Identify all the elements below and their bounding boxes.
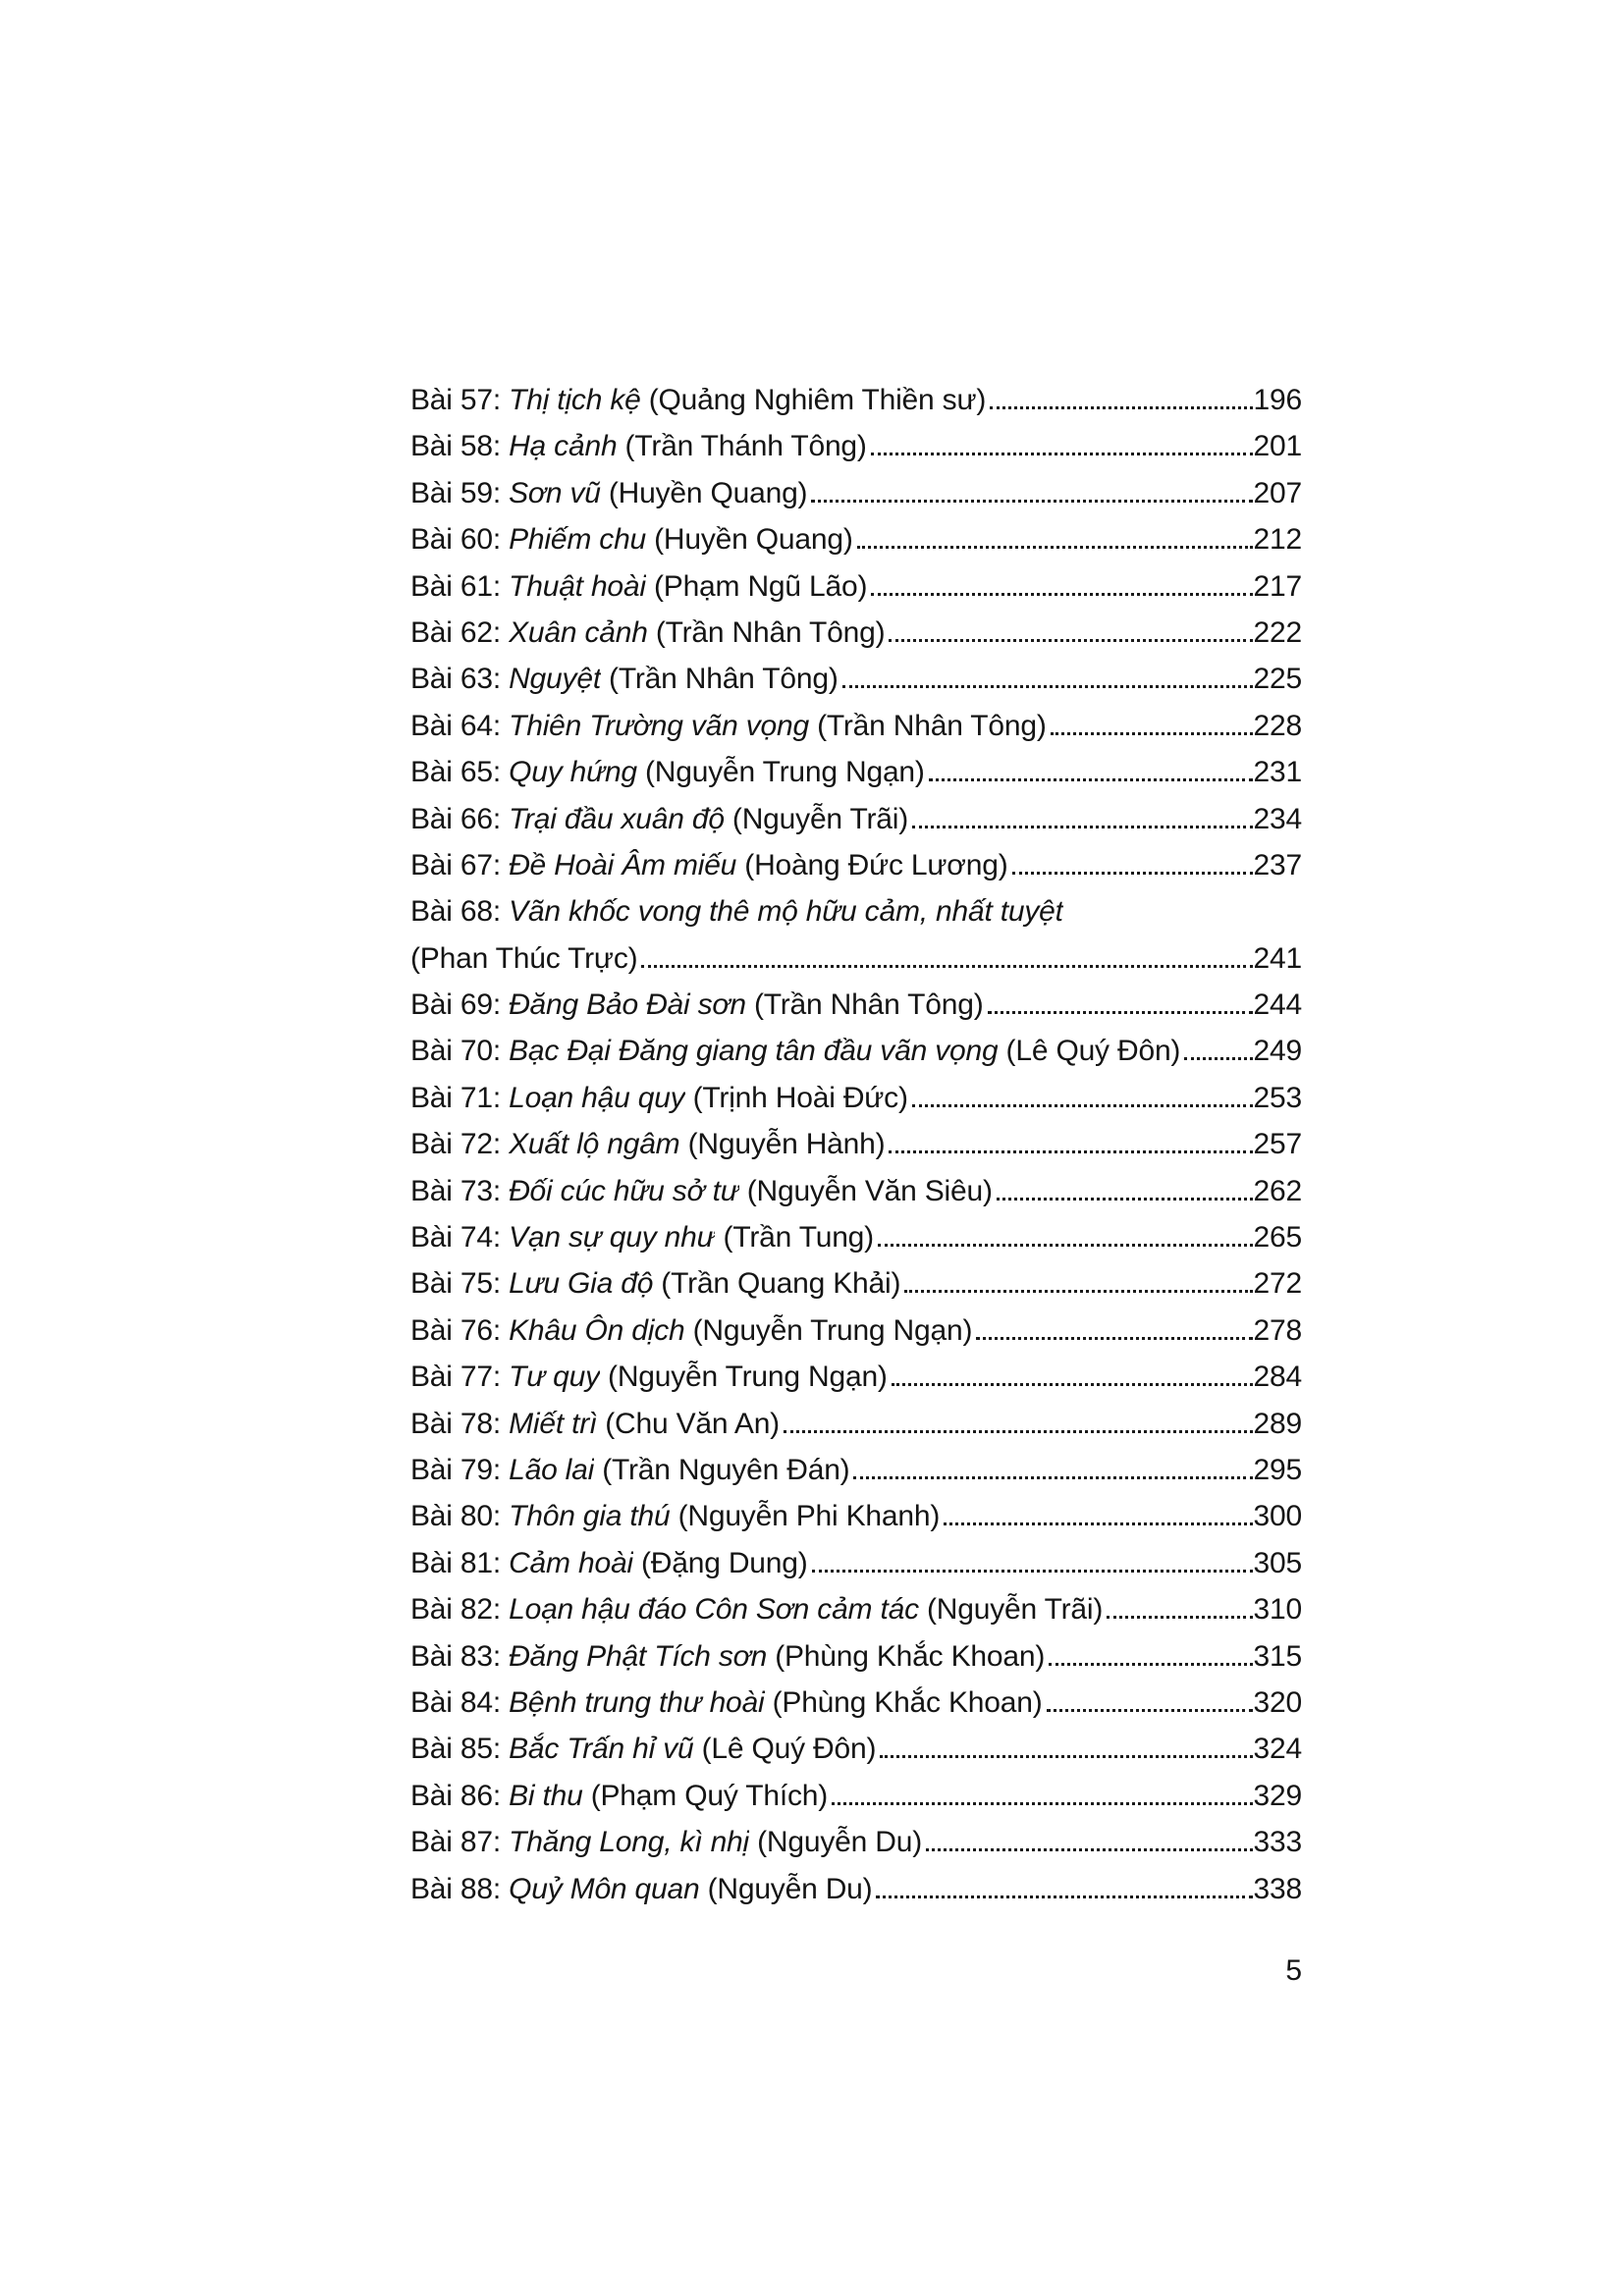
toc-entry-title: Loạn hậu quy [509, 1081, 685, 1114]
dot-leader [1012, 872, 1253, 875]
toc-entry-author: (Trần Nhân Tông) [753, 988, 984, 1022]
toc-entry-author: (Huyền Quang) [608, 476, 808, 509]
dot-leader [904, 1290, 1252, 1293]
toc-entry-label: Bài 81: [410, 1546, 501, 1579]
toc-entry-title: Lưu Gia độ [509, 1267, 654, 1301]
toc-entry-label: Bài 66: [410, 802, 501, 835]
toc-entry-title: Đăng Bảo Đài sơn [509, 988, 746, 1022]
toc-entry-title-line [410, 895, 1302, 941]
toc-entry-title: Vạn sự quy như [509, 1221, 716, 1255]
toc-entry-author: (Trịnh Hoài Đức) [692, 1081, 908, 1114]
toc-entry-label: Bài 77: [410, 1361, 501, 1394]
toc-entry-title: Phiếm chu [509, 523, 647, 557]
toc-entry-label: Bài 69: [410, 988, 501, 1022]
toc-entry-page-number: 300 [1253, 1500, 1302, 1533]
toc-entry-title: Lão lai [509, 1453, 595, 1486]
toc-entry-page-number: 234 [1253, 802, 1302, 835]
toc-entry-page-number: 289 [1253, 1407, 1302, 1440]
toc-entry-author: (Nguyễn Du) [707, 1872, 873, 1905]
toc-entry-title: Bắc Trấn hỉ vũ [509, 1733, 694, 1766]
toc-entry-title: Miết trì [509, 1407, 598, 1440]
dot-leader [832, 1802, 1253, 1805]
toc-entry-label: Bài 70: [410, 1035, 501, 1068]
toc-entry-title: Tư quy [509, 1361, 600, 1394]
toc-entry-author: (Chu Văn An) [605, 1407, 780, 1440]
toc-entry-page-number: 212 [1253, 523, 1302, 557]
toc-entry-author: (Phan Thúc Trực) [410, 941, 638, 975]
toc-entry [410, 663, 1302, 709]
toc-entry-title: Hạ cảnh [509, 430, 618, 463]
toc-entry-author: (Nguyễn Phi Khanh) [677, 1500, 941, 1533]
toc-entry-page-number: 231 [1253, 756, 1302, 789]
toc-entry-title: Đối cúc hữu sở tư [509, 1174, 739, 1207]
toc-entry-label: Bài 72: [410, 1128, 501, 1161]
toc-entry-title: Loạn hậu đáo Côn Sơn cảm tác [509, 1593, 919, 1627]
dot-leader [889, 1150, 1252, 1153]
toc-entry-page-number: 207 [1253, 476, 1302, 509]
toc-entry [410, 1221, 1302, 1267]
toc-entry-page-number: 257 [1253, 1128, 1302, 1161]
toc-entry-author: (Trần Nhân Tông) [817, 709, 1047, 742]
dot-leader [889, 639, 1252, 642]
toc-entry-label: Bài 78: [410, 1407, 501, 1440]
toc-entry-label: Bài 63: [410, 663, 501, 696]
toc-entry-label: Bài 65: [410, 756, 501, 789]
dot-leader [1184, 1057, 1252, 1060]
toc-entry-title: Đề Hoài Âm miếu [509, 848, 737, 881]
toc-entry-author: (Huyền Quang) [654, 523, 853, 557]
toc-entry-page-number: 217 [1253, 569, 1302, 603]
toc-entry-label: Bài 71: [410, 1081, 501, 1114]
toc-entry-page-number: 329 [1253, 1779, 1302, 1812]
toc-entry-author: (Nguyễn Trung Ngạn) [608, 1361, 888, 1394]
toc-entry-title: Xuất lộ ngâm [509, 1128, 680, 1161]
toc-entry [410, 1454, 1302, 1500]
toc-entry [410, 1780, 1302, 1826]
dot-leader [997, 1198, 1253, 1201]
toc-entry-author: (Trần Nhân Tông) [655, 615, 886, 649]
toc-entry-title: Thôn gia thú [509, 1500, 671, 1533]
toc-entry-title: Đăng Phật Tích sơn [509, 1639, 768, 1673]
toc-entry-label: Bài 86: [410, 1779, 501, 1812]
toc-entry-title: Thăng Long, kì nhị [509, 1826, 750, 1859]
toc-entry-author: (Trần Tung) [723, 1221, 874, 1255]
toc-entry [410, 616, 1302, 663]
folio-page-number: 5 [1285, 1954, 1302, 1987]
toc-entry-title: Sơn vũ [509, 476, 601, 509]
toc-entry-label: Bài 88: [410, 1872, 501, 1905]
toc-entry-page-number: 249 [1253, 1035, 1302, 1068]
dot-leader [871, 453, 1253, 455]
toc-entry-label: Bài 76: [410, 1313, 501, 1347]
dot-leader [878, 1244, 1253, 1247]
toc-entry [410, 1593, 1302, 1639]
toc-entry-title: Bi thu [509, 1779, 583, 1812]
dot-leader [876, 1896, 1252, 1898]
dot-leader [853, 1476, 1252, 1479]
toc-entry-page-number: 225 [1253, 663, 1302, 696]
toc-entry-page-number: 320 [1253, 1685, 1302, 1719]
dot-leader [929, 778, 1253, 781]
toc-entry-page-number: 253 [1253, 1081, 1302, 1114]
toc-entry [410, 1175, 1302, 1221]
toc-entry-author: (Nguyễn Văn Siêu) [746, 1174, 993, 1207]
toc-entry-label: Bài 79: [410, 1453, 501, 1486]
toc-entry-label: Bài 87: [410, 1826, 501, 1859]
toc-entry-author: (Lê Quý Đôn) [701, 1733, 877, 1766]
toc-entry [410, 1640, 1302, 1686]
toc-entry-author: (Nguyễn Hành) [687, 1128, 886, 1161]
toc-entry-label: Bài 58: [410, 430, 501, 463]
toc-entry-label: Bài 61: [410, 569, 501, 603]
toc-entry-title: Quỷ Môn quan [509, 1872, 700, 1905]
toc-entry-author: (Trần Nhân Tông) [609, 663, 839, 696]
toc-entry [410, 988, 1302, 1035]
toc-entry-page-number: 284 [1253, 1361, 1302, 1394]
toc-entry [410, 1082, 1302, 1128]
toc-entry-page-number: 196 [1253, 384, 1302, 416]
toc-entry [410, 803, 1302, 849]
toc-entry-title: Khâu Ôn dịch [509, 1313, 685, 1347]
toc-entry-label: Bài 82: [410, 1593, 501, 1627]
toc-entry-page-number: 265 [1253, 1221, 1302, 1255]
dot-leader [976, 1337, 1252, 1340]
toc-entry-title: Thị tịch kệ [509, 384, 641, 416]
toc-entry-author: (Nguyễn Trung Ngạn) [692, 1313, 973, 1347]
toc-entry-page-number: 222 [1253, 615, 1302, 649]
toc-entry-label: Bài 73: [410, 1174, 501, 1207]
toc-entry [410, 849, 1302, 895]
toc-entry [410, 570, 1302, 616]
toc-entry [410, 384, 1302, 430]
toc-entry [410, 1873, 1302, 1919]
toc-entry-page-number: 272 [1253, 1267, 1302, 1301]
dot-leader [784, 1430, 1253, 1433]
toc-entry-page-number: 228 [1253, 709, 1302, 742]
toc-entry-author: (Hoàng Đức Lương) [744, 848, 1008, 881]
toc-entry-label: Bài 68: [410, 895, 501, 929]
toc-entry-author: (Nguyễn Trãi) [731, 802, 909, 835]
toc-entry-author: (Phùng Khắc Khoan) [775, 1639, 1046, 1673]
dot-leader [1107, 1616, 1252, 1619]
toc-entry-author: (Phạm Ngũ Lão) [653, 569, 868, 603]
toc-entry-page-number: 310 [1253, 1593, 1302, 1627]
toc-entry-title: Cảm hoài [509, 1546, 633, 1579]
toc-entry [410, 477, 1302, 523]
toc-entry [410, 1547, 1302, 1593]
dot-leader [871, 593, 1252, 596]
toc-entry-page-number: 333 [1253, 1826, 1302, 1859]
toc-entry-author: (Quảng Nghiêm Thiền sư) [648, 384, 987, 416]
dot-leader [1051, 732, 1253, 735]
toc-entry-label: Bài 85: [410, 1733, 501, 1766]
toc-entry-title: Bạc Đại Đăng giang tân đầu vãn vọng [509, 1035, 999, 1068]
toc-entry-label: Bài 64: [410, 709, 501, 742]
toc-entry-label: Bài 74: [410, 1221, 501, 1255]
dot-leader [990, 406, 1252, 409]
toc-entry-label: Bài 60: [410, 523, 501, 557]
toc-entry-label: Bài 83: [410, 1639, 501, 1673]
toc-entry-label: Bài 57: [410, 384, 501, 416]
toc-entry-page-number: 338 [1253, 1872, 1302, 1905]
toc-entry [410, 523, 1302, 569]
toc-entry-title: Bệnh trung thư hoài [509, 1685, 765, 1719]
toc-entry [410, 1035, 1302, 1081]
dot-leader [812, 1570, 1253, 1573]
toc-list [410, 384, 1302, 1919]
toc-entry [410, 1408, 1302, 1454]
dot-leader [944, 1522, 1252, 1525]
toc-entry-label: Bài 80: [410, 1500, 501, 1533]
dot-leader [1049, 1663, 1252, 1666]
toc-entry-author: (Nguyễn Trãi) [927, 1593, 1104, 1627]
dot-leader [857, 546, 1253, 549]
toc-entry-page-number: 305 [1253, 1546, 1302, 1579]
toc-entry-title: Trại đầu xuân độ [509, 802, 725, 835]
toc-entry-author: (Trần Quang Khải) [661, 1267, 901, 1301]
dot-leader [892, 1383, 1253, 1386]
toc-entry [410, 1500, 1302, 1546]
toc-entry [410, 1128, 1302, 1174]
toc-entry-author: (Nguyễn Trung Ngạn) [645, 756, 925, 789]
toc-entry [410, 1267, 1302, 1313]
toc-entry-author: (Phùng Khắc Khoan) [772, 1685, 1043, 1719]
toc-entry-author: (Phạm Quý Thích) [590, 1779, 829, 1812]
toc-entry-author: (Trần Thánh Tông) [624, 430, 867, 463]
toc-entry-label: Bài 75: [410, 1267, 501, 1301]
toc-entry-page-number: 324 [1253, 1733, 1302, 1766]
dot-leader [912, 826, 1252, 828]
dot-leader [988, 1011, 1253, 1014]
dot-leader [880, 1755, 1252, 1758]
toc-entry-page-number: 237 [1253, 848, 1302, 881]
dot-leader [912, 1104, 1253, 1107]
toc-entry-label: Bài 84: [410, 1685, 501, 1719]
toc-entry-page-number: 201 [1253, 430, 1302, 463]
toc-entry-page-number: 295 [1253, 1453, 1302, 1486]
dot-leader [811, 500, 1252, 503]
toc-entry [410, 710, 1302, 756]
toc-entry [410, 756, 1302, 802]
toc-entry-label: Bài 59: [410, 476, 501, 509]
toc-entry [410, 1686, 1302, 1733]
toc-entry-page-number: 278 [1253, 1313, 1302, 1347]
toc-entry [410, 1733, 1302, 1779]
toc-entry-author: (Đặng Dung) [640, 1546, 808, 1579]
toc-entry-author-line [410, 942, 1302, 988]
toc-entry-page-number: 241 [1253, 941, 1302, 975]
dot-leader [1047, 1709, 1253, 1712]
toc-entry-page-number: 262 [1253, 1174, 1302, 1207]
toc-entry-label: Bài 62: [410, 615, 501, 649]
toc-entry-title: Xuân cảnh [509, 615, 648, 649]
toc-entry-title: Thuật hoài [509, 569, 646, 603]
toc-entry-page-number: 315 [1253, 1639, 1302, 1673]
dot-leader [926, 1848, 1253, 1851]
toc-entry-title: Thiên Trường vãn vọng [509, 709, 809, 742]
toc-entry [410, 1361, 1302, 1407]
toc-entry [410, 1826, 1302, 1872]
toc-entry-page-number: 244 [1253, 988, 1302, 1022]
toc-entry-title: Quy hứng [509, 756, 637, 789]
toc-entry-title: Nguyệt [509, 663, 601, 696]
dot-leader [641, 965, 1252, 968]
toc-entry-label: Bài 67: [410, 848, 501, 881]
toc-entry-title: Vãn khốc vong thê mộ hữu cảm, nhất tuyệt [509, 895, 1063, 929]
toc-entry-author: (Trần Nguyên Đán) [602, 1453, 850, 1486]
toc-entry-author: (Nguyễn Du) [757, 1826, 922, 1859]
toc-entry [410, 1314, 1302, 1361]
dot-leader [842, 685, 1253, 688]
toc-entry-author: (Lê Quý Đôn) [1005, 1035, 1181, 1068]
toc-entry [410, 430, 1302, 476]
